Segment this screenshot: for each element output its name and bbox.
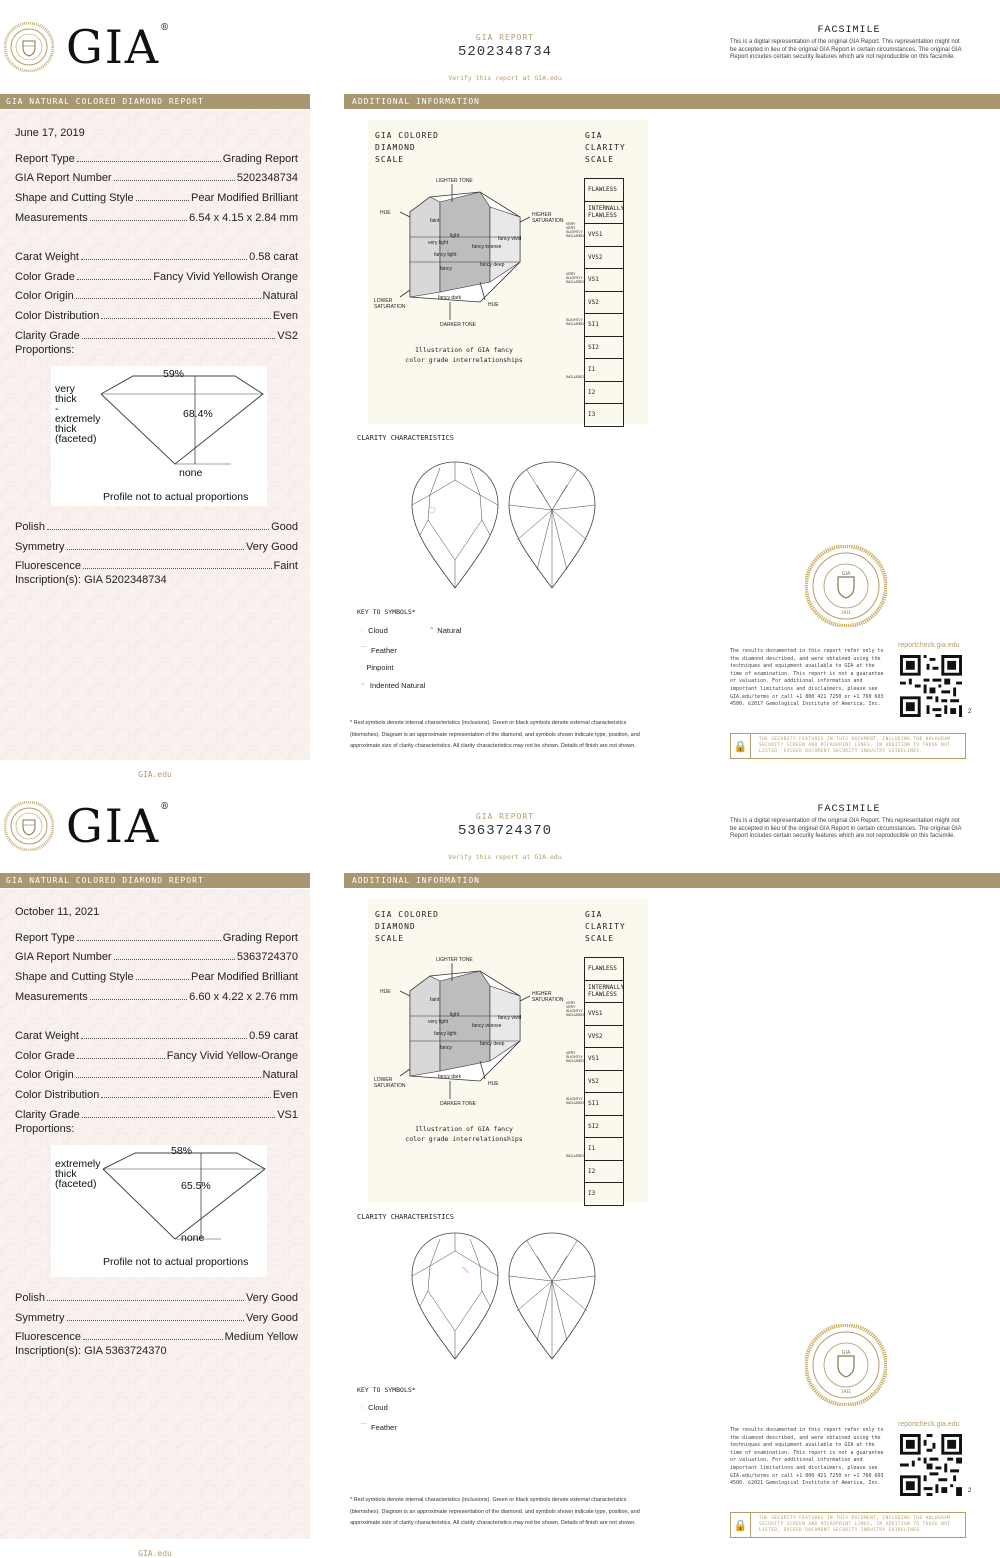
tone-fancy: fancy bbox=[440, 1045, 452, 1051]
depth-percent: 65.5% bbox=[181, 1180, 211, 1193]
proportions-diagram bbox=[51, 1145, 267, 1277]
left-section-band: GIA NATURAL COLORED DIAMOND REPORT bbox=[0, 94, 310, 109]
color-distribution-row: Color Distribution Even bbox=[15, 310, 298, 322]
pear-crown-plot bbox=[410, 460, 500, 590]
lighter-tone-label: LIGHTER TONE bbox=[436, 178, 473, 184]
clarity-scale-title: GIA CLARITY SCALE bbox=[585, 131, 626, 164]
clarity-scale bbox=[584, 178, 624, 427]
report-header bbox=[400, 33, 610, 82]
measurements-row: Measurements 6.54 x 4.15 x 2.84 mm bbox=[15, 211, 298, 224]
report-2 bbox=[0, 779, 1000, 1558]
tone-fancy-vivid: fancy vivid bbox=[498, 1015, 522, 1021]
facsimile-text: This is a digital representation of the original GIA Report. This representation might not be accepted in lieu of the original GIA Report in certain circumstances. The original GIA Report includes certain security features which are not reproducible on this facsimile. bbox=[730, 39, 962, 60]
inscription: Inscription(s): GIA 5363724370 bbox=[15, 1345, 167, 1358]
higher-saturation-label: HIGHER SATURATION bbox=[532, 991, 564, 1003]
key-pinpoint: · Pinpoint bbox=[360, 663, 394, 672]
clarity-group-i: INCLUDED bbox=[566, 1154, 584, 1158]
clarity-characteristics-title: CLARITY CHARACTERISTICS bbox=[357, 1213, 454, 1221]
report-label: GIA REPORT bbox=[475, 812, 535, 821]
proportions-diagram bbox=[51, 366, 267, 506]
illustration-caption: Illustration of GIA fancy color grade interrelationships bbox=[405, 1125, 523, 1143]
clarity-group-si: SLIGHTLY INCLUDED bbox=[566, 1097, 584, 1105]
facsimile-title: FACSIMILE bbox=[817, 804, 881, 815]
right-section-band: ADDITIONAL INFORMATION bbox=[344, 94, 1000, 109]
pear-pavilion-plot bbox=[507, 460, 597, 590]
clarity-group-si: SLIGHTLY INCLUDED bbox=[566, 318, 584, 326]
facsimile-notice bbox=[730, 25, 968, 62]
clarity-grade: VVS2 bbox=[585, 247, 623, 270]
proportions-label: Proportions: bbox=[15, 343, 75, 356]
feather-icon: ⌒ bbox=[360, 647, 367, 654]
clarity-group-vs: VERY SLIGHTLY INCLUDED bbox=[566, 272, 584, 284]
seal-gia-text: GIA bbox=[841, 571, 851, 577]
pear-crown-plot bbox=[410, 1231, 500, 1361]
key-to-symbols-title: KEY TO SYMBOLS* bbox=[357, 608, 416, 616]
tone-fancy-deep: fancy deep bbox=[480, 1041, 505, 1047]
cloud-icon: ◌ bbox=[360, 1404, 365, 1411]
clarity-grade-row: Clarity Grade VS2 bbox=[15, 329, 298, 342]
hue-bottom-label: HUE bbox=[488, 302, 499, 308]
gia-gold-seal-icon bbox=[805, 1324, 887, 1406]
profile-note: Profile not to actual proportions bbox=[103, 491, 249, 504]
tone-fancy-intense: fancy intense bbox=[472, 1023, 502, 1029]
report-date: October 11, 2021 bbox=[15, 906, 100, 918]
clarity-grade: VS2 bbox=[585, 1071, 623, 1094]
clarity-grade: VS1 bbox=[585, 1048, 623, 1071]
key-cloud: ◌ Cloud bbox=[360, 626, 388, 635]
gia-seal-icon bbox=[4, 801, 54, 851]
clarity-grade: I3 bbox=[585, 404, 623, 427]
clarity-grade: I1 bbox=[585, 359, 623, 382]
key-cloud: ◌ Cloud bbox=[360, 1403, 388, 1412]
clarity-grade: VS1 bbox=[585, 269, 623, 292]
color-grade-row: Color Grade Fancy Vivid Yellowish Orange bbox=[15, 270, 298, 283]
tone-faint: faint bbox=[430, 218, 440, 224]
shape-row: Shape and Cutting Style Pear Modified Brilliant bbox=[15, 192, 298, 205]
darker-tone-label: DARKER TONE bbox=[440, 1101, 476, 1107]
facsimile-notice bbox=[730, 804, 968, 841]
color-scale-title: GIA COLORED DIAMOND SCALE bbox=[375, 910, 439, 943]
verify-link[interactable]: Verify this report at GIA.edu bbox=[448, 853, 562, 861]
report-number-row: GIA Report Number 5363724370 bbox=[15, 951, 298, 964]
lower-saturation-label: LOWER SATURATION bbox=[374, 298, 406, 310]
hue-top-label: HUE bbox=[380, 989, 391, 995]
grading-details bbox=[15, 905, 298, 1364]
clarity-grade: FLAWLESS bbox=[585, 179, 623, 202]
symmetry-row: Symmetry Very Good bbox=[15, 1311, 298, 1324]
clarity-grade: SI1 bbox=[585, 314, 623, 337]
clarity-grade: I2 bbox=[585, 382, 623, 405]
security-text: THE SECURITY FEATURES IN THIS DOCUMENT, INCLUDING THE HOLOGRAM SECURITY SCREEN AND MICROPRINT LINES, IN ADDITION TO THOSE NOT LISTED, EXCEED DOCUMENT SECURITY INDUSTRY GUIDELINES. bbox=[759, 737, 951, 754]
clarity-group-vvs: VERY VERY SLIGHTLY INCLUDED bbox=[566, 222, 584, 238]
indented-natural-icon: ⌃ bbox=[360, 682, 366, 690]
carat-row: Carat Weight 0.58 carat bbox=[15, 250, 298, 263]
report-number: 5363724370 bbox=[457, 823, 552, 839]
culet-label: none bbox=[179, 467, 203, 480]
verify-link[interactable]: Verify this report at GIA.edu bbox=[448, 74, 562, 82]
grading-panel bbox=[0, 110, 310, 760]
clarity-grade: SI2 bbox=[585, 1116, 623, 1139]
clarity-grade: VVS1 bbox=[585, 224, 623, 247]
tone-fancy-vivid: fancy vivid bbox=[498, 236, 522, 242]
report-type-row: Report Type Grading Report bbox=[15, 152, 298, 165]
key-indented-natural: ⌃ Indented Natural bbox=[360, 681, 426, 690]
higher-saturation-label: HIGHER SATURATION bbox=[532, 212, 564, 224]
profile-note: Profile not to actual proportions bbox=[103, 1256, 249, 1269]
clarity-group-vvs: VERY VERY SLIGHTLY INCLUDED bbox=[566, 1001, 584, 1017]
hue-top-label: HUE bbox=[380, 210, 391, 216]
footer-link[interactable]: GIA.edu bbox=[138, 1549, 172, 1558]
report-label: GIA REPORT bbox=[475, 33, 535, 42]
pear-pavilion-plot bbox=[507, 1231, 597, 1361]
report-number-row: GIA Report Number 5202348734 bbox=[15, 172, 298, 185]
tone-fancy-light: fancy light bbox=[434, 1031, 457, 1037]
tone-very-light: very light bbox=[428, 1019, 449, 1025]
key-to-symbols-title: KEY TO SYMBOLS* bbox=[357, 1386, 416, 1394]
key-natural: ^ Natural bbox=[430, 626, 462, 635]
grading-panel bbox=[0, 889, 310, 1539]
color-distribution-row: Color Distribution Even bbox=[15, 1089, 298, 1101]
seal-gia-text: GIA bbox=[841, 1350, 851, 1356]
gia-logo bbox=[4, 22, 174, 72]
clarity-scale bbox=[584, 957, 624, 1206]
results-disclaimer: The results documented in this report refer only to the diamond described, and were obtained using the techniques and equipment available to GIA at the time of examination. This report is not a guarantee or valuation. For additional information and important limitations and disclaimers, please see GIA.edu/terms or call +1 800 421 7250 or +1 760 603 4500. ©2017 Gemological Institute of America, Inc. bbox=[730, 648, 884, 708]
clarity-scale-title: GIA CLARITY SCALE bbox=[585, 910, 626, 943]
footnote: * Red symbols denote internal characteristics (inclusions). Green or black symbols denote external characteristics (blemishes). Diagram is an approximate representation of the diamond, and symbols shown indicate type, position, and approximate size of clarity characteristics. All clarity characteristics may not be shown. Details of finish are not shown. bbox=[350, 720, 640, 749]
gia-seal-icon bbox=[4, 22, 54, 72]
clarity-group-vs: VERY SLIGHTLY INCLUDED bbox=[566, 1051, 584, 1063]
fluorescence-row: Fluorescence Medium Yellow bbox=[15, 1331, 298, 1344]
clarity-grade: SI1 bbox=[585, 1093, 623, 1116]
clarity-grade: SI2 bbox=[585, 337, 623, 360]
color-origin-row: Color Origin Natural bbox=[15, 290, 298, 303]
clarity-grade: INTERNALLY FLAWLESS bbox=[585, 202, 623, 225]
lock-icon: 🔒 bbox=[731, 734, 751, 758]
clarity-grade: I3 bbox=[585, 1183, 623, 1206]
polish-row: Polish Very Good bbox=[15, 1292, 298, 1305]
clarity-grade: VVS1 bbox=[585, 1003, 623, 1026]
security-text: THE SECURITY FEATURES IN THIS DOCUMENT, INCLUDING THE HOLOGRAM SECURITY SCREEN AND MICROPRINT LINES, IN ADDITION TO THOSE NOT LISTED, EXCEED DOCUMENT SECURITY INDUSTRY GUIDELINES. bbox=[759, 1516, 951, 1533]
tone-light: light bbox=[450, 233, 460, 239]
gia-gold-seal-icon bbox=[805, 545, 887, 627]
facsimile-title: FACSIMILE bbox=[817, 25, 881, 36]
tone-faint: faint bbox=[430, 997, 440, 1003]
footnote: * Red symbols denote internal characteristics (inclusions). Green or black symbols denote external characteristics (blemishes). Diagram is an approximate representation of the diamond, and symbols shown indicate type, position, and approximate size of clarity characteristics. All clarity characteristics may not be shown. Details of finish are not shown. bbox=[350, 1497, 640, 1526]
clarity-grade: I2 bbox=[585, 1161, 623, 1184]
security-notice bbox=[730, 733, 966, 759]
seal-year: 1931 bbox=[840, 1389, 852, 1394]
qr-code[interactable] bbox=[900, 1434, 962, 1496]
illustration-caption: Illustration of GIA fancy color grade interrelationships bbox=[405, 346, 523, 364]
security-notice bbox=[730, 1512, 966, 1538]
color-scale-title: GIA COLORED DIAMOND SCALE bbox=[375, 131, 439, 164]
reportcheck-link[interactable]: reportcheck.gia.edu bbox=[898, 1421, 960, 1428]
symmetry-row: Symmetry Very Good bbox=[15, 540, 298, 553]
clarity-grade: VS2 bbox=[585, 292, 623, 315]
clarity-grade-row: Clarity Grade VS1 bbox=[15, 1108, 298, 1121]
clarity-grade: FLAWLESS bbox=[585, 958, 623, 981]
key-feather: ⌒ Feather bbox=[360, 645, 397, 655]
clarity-grade: INTERNALLY FLAWLESS bbox=[585, 981, 623, 1004]
key-feather: ⌒ Feather bbox=[360, 1422, 397, 1432]
clarity-group-i: INCLUDED bbox=[566, 375, 584, 379]
cloud-icon: ◌ bbox=[360, 627, 365, 634]
grading-details bbox=[15, 126, 298, 593]
tone-fancy-deep: fancy deep bbox=[480, 262, 505, 268]
tone-fancy: fancy bbox=[440, 266, 452, 272]
gia-logo bbox=[4, 801, 174, 851]
clarity-grade: VVS2 bbox=[585, 1026, 623, 1049]
polish-row: Polish Good bbox=[15, 521, 298, 534]
hue-bottom-label: HUE bbox=[488, 1081, 499, 1087]
lower-saturation-label: LOWER SATURATION bbox=[374, 1077, 406, 1089]
depth-percent: 68.4% bbox=[183, 408, 213, 421]
footer-link[interactable]: GIA.edu bbox=[138, 770, 172, 779]
proportions-label: Proportions: bbox=[15, 1122, 75, 1135]
color-grade-diagram bbox=[370, 172, 570, 337]
table-percent: 59% bbox=[163, 368, 185, 381]
logo-wordmark: GIA® bbox=[66, 799, 172, 853]
darker-tone-label: DARKER TONE bbox=[440, 322, 476, 328]
natural-icon: ^ bbox=[430, 627, 434, 634]
tone-fancy-dark: fancy dark bbox=[438, 1074, 462, 1080]
report-date: June 17, 2019 bbox=[15, 127, 85, 139]
seal-year: 1931 bbox=[840, 610, 852, 615]
report-header bbox=[400, 812, 610, 861]
right-section-band: ADDITIONAL INFORMATION bbox=[344, 873, 1000, 888]
report-number: 5202348734 bbox=[457, 44, 552, 60]
color-grade-diagram bbox=[370, 951, 570, 1116]
tone-fancy-light: fancy light bbox=[434, 252, 457, 258]
report-type-row: Report Type Grading Report bbox=[15, 931, 298, 944]
reportcheck-link[interactable]: reportcheck.gia.edu bbox=[898, 642, 960, 649]
pinpoint-icon: · bbox=[360, 664, 363, 671]
facsimile-text: This is a digital representation of the original GIA Report. This representation might not be accepted in lieu of the original GIA Report in certain circumstances. The original GIA Report includes certain security features which are not reproducible on this facsimile. bbox=[730, 818, 962, 839]
page-number: 2 bbox=[968, 1488, 972, 1494]
page-number: 2 bbox=[968, 709, 972, 715]
tone-very-light: very light bbox=[428, 240, 449, 246]
clarity-characteristics-title: CLARITY CHARACTERISTICS bbox=[357, 434, 454, 442]
girdle-description: extremely thick (faceted) bbox=[55, 1158, 101, 1191]
results-disclaimer: The results documented in this report refer only to the diamond described, and were obtained using the techniques and equipment available to GIA at the time of examination. This report is not a guarantee or valuation. For additional information and important limitations and disclaimers, please see GIA.edu/terms or call +1 800 421 7250 or +1 760 603 4500. ©2021 Gemological Institute of America, Inc. bbox=[730, 1427, 884, 1487]
left-section-band: GIA NATURAL COLORED DIAMOND REPORT bbox=[0, 873, 310, 888]
qr-code[interactable] bbox=[900, 655, 962, 717]
measurements-row: Measurements 6.60 x 4.22 x 2.76 mm bbox=[15, 990, 298, 1003]
color-origin-row: Color Origin Natural bbox=[15, 1069, 298, 1082]
clarity-grade: I1 bbox=[585, 1138, 623, 1161]
culet-label: none bbox=[181, 1232, 205, 1245]
fluorescence-row: Fluorescence Faint bbox=[15, 560, 298, 573]
feather-icon: ⌒ bbox=[360, 1424, 367, 1431]
tone-light: light bbox=[450, 1012, 460, 1018]
tone-fancy-dark: fancy dark bbox=[438, 295, 462, 301]
inscription: Inscription(s): GIA 5202348734 bbox=[15, 574, 167, 587]
color-grade-row: Color Grade Fancy Vivid Yellow-Orange bbox=[15, 1049, 298, 1062]
logo-wordmark: GIA® bbox=[66, 20, 172, 74]
girdle-description: very thick - extremely thick (faceted) bbox=[55, 383, 101, 446]
table-percent: 58% bbox=[171, 1145, 193, 1158]
lighter-tone-label: LIGHTER TONE bbox=[436, 957, 473, 963]
lock-icon: 🔒 bbox=[731, 1513, 751, 1537]
shape-row: Shape and Cutting Style Pear Modified Brilliant bbox=[15, 971, 298, 984]
carat-row: Carat Weight 0.59 carat bbox=[15, 1029, 298, 1042]
tone-fancy-intense: fancy intense bbox=[472, 244, 502, 250]
